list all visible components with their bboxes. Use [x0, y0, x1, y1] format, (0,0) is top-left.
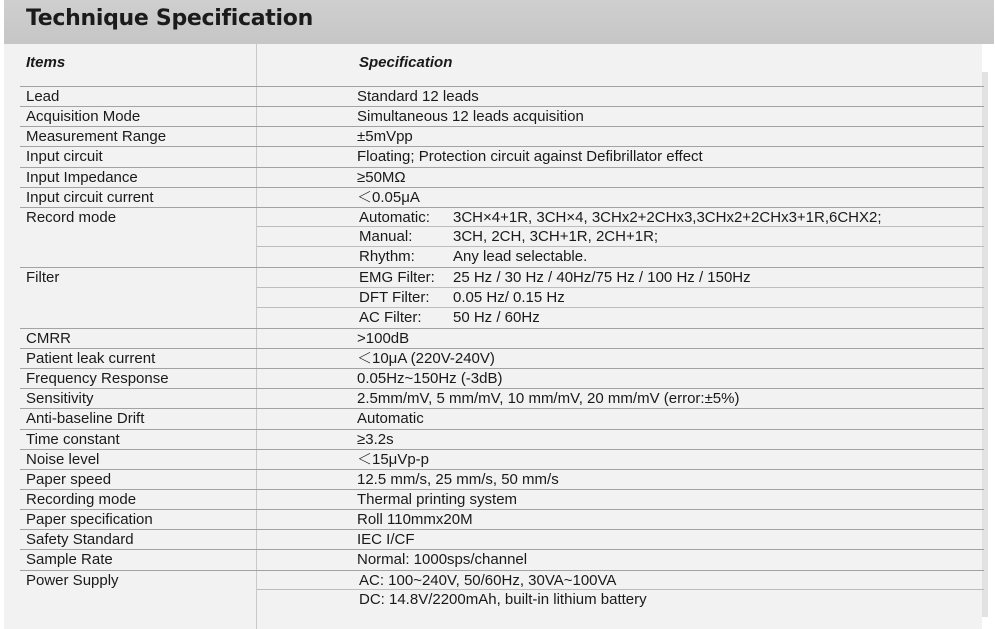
- row-label: Time constant: [26, 430, 120, 448]
- table-row: [20, 449, 984, 469]
- spec-value: Any lead selectable.: [453, 248, 588, 266]
- subrow-divider: [257, 246, 984, 247]
- table-row: [20, 167, 984, 187]
- spec-value: 3CH, 2CH, 3CH+1R, 2CH+1R;: [453, 228, 659, 246]
- table-row: [20, 368, 984, 388]
- header-specification: Specification: [359, 54, 453, 71]
- row-label: Frequency Response: [26, 370, 169, 388]
- table-subrow: [20, 308, 984, 328]
- spec-value: >100dB: [357, 329, 410, 347]
- row-label: Acquisition Mode: [26, 108, 141, 126]
- spec-sublabel: Rhythm:: [359, 248, 415, 266]
- spec-value: 0.05Hz~150Hz (-3dB): [357, 370, 503, 388]
- header-items: Items: [26, 54, 66, 71]
- table-row: [20, 429, 984, 449]
- spec-value: 25 Hz / 30 Hz / 40Hz/75 Hz / 100 Hz / 150Hz: [453, 269, 751, 287]
- spec-value: Automatic: [357, 410, 424, 428]
- table-subrow: [20, 288, 984, 308]
- table-row: [20, 489, 984, 509]
- row-label: Power Supply: [26, 571, 119, 589]
- row-label: Sensitivity: [26, 390, 94, 408]
- spec-value: ≥50MΩ: [357, 168, 406, 186]
- spec-sublabel: Manual:: [359, 228, 413, 246]
- spec-value: ＜15μVp-p: [357, 450, 430, 468]
- subrow-divider: [257, 226, 984, 227]
- spec-sublabel: Automatic:: [359, 208, 430, 226]
- page-title: Technique Specification: [26, 6, 313, 31]
- table-row: [20, 328, 984, 348]
- subrow-divider: [257, 307, 984, 308]
- spec-value: ＜10μA (220V-240V): [357, 349, 495, 367]
- spec-value: IEC I/CF: [357, 531, 415, 549]
- row-label: Recording mode: [26, 491, 137, 508]
- row-label: Safety Standard: [26, 531, 134, 549]
- table-row: [20, 570, 984, 590]
- spec-value: 0.05 Hz/ 0.15 Hz: [453, 288, 565, 306]
- spec-value: 3CH×4+1R, 3CH×4, 3CHx2+2CHx3,3CHx2+2CHx3+1R,6CHX2;: [453, 208, 882, 226]
- spec-value: Normal: 1000sps/channel: [357, 551, 528, 569]
- table-row: [20, 388, 984, 408]
- table-row: [20, 549, 984, 569]
- row-label: CMRR: [26, 329, 71, 347]
- spec-value: Roll 110mmx20M: [357, 511, 473, 529]
- spec-value: 2.5mm/mV, 5 mm/mV, 10 mm/mV, 20 mm/mV (error:±5%): [357, 390, 740, 408]
- spec-value: ±5mVpp: [357, 128, 413, 146]
- spec-value: 50 Hz / 60Hz: [453, 308, 540, 326]
- table-row: [20, 267, 984, 287]
- row-label: Patient leak current: [26, 349, 156, 367]
- row-label: Measurement Range: [26, 128, 167, 146]
- table-subrow: [20, 247, 984, 267]
- spec-value: Standard 12 leads: [357, 88, 479, 105]
- spec-sublabel: AC Filter:: [359, 308, 422, 326]
- table-row: [20, 106, 984, 126]
- title-bar: [4, 0, 994, 44]
- row-label: Noise level: [26, 450, 100, 468]
- subrow-divider: [257, 589, 984, 590]
- row-label: Paper speed: [26, 470, 112, 488]
- spec-value: AC: 100~240V, 50/60Hz, 30VA~100VA: [359, 571, 617, 589]
- table-row: [20, 529, 984, 549]
- table-row: [20, 126, 984, 146]
- table-row: [20, 408, 984, 428]
- row-label: Lead: [26, 88, 60, 105]
- row-label: Input circuit: [26, 148, 103, 166]
- row-label: Sample Rate: [26, 551, 113, 569]
- table-row: [20, 348, 984, 368]
- table-row: [20, 86, 984, 106]
- subrow-divider: [257, 287, 984, 288]
- spec-sublabel: DFT Filter:: [359, 288, 430, 306]
- row-label: Paper specification: [26, 511, 153, 529]
- spec-value: Thermal printing system: [357, 491, 518, 508]
- table-subrow: [20, 227, 984, 247]
- table-row: [20, 146, 984, 166]
- row-label: Input circuit current: [26, 188, 154, 206]
- row-label: Filter: [26, 269, 60, 287]
- table-row: [20, 469, 984, 489]
- row-label: Record mode: [26, 208, 117, 226]
- row-label: Anti-baseline Drift: [26, 410, 145, 428]
- spec-value: ＜0.05μA: [357, 188, 420, 206]
- spec-value: 12.5 mm/s, 25 mm/s, 50 mm/s: [357, 470, 559, 488]
- table-row: [20, 509, 984, 529]
- spec-value: Simultaneous 12 leads acquisition: [357, 108, 584, 126]
- spec-value: DC: 14.8V/2200mAh, built-in lithium battery: [359, 590, 647, 608]
- spec-value: ≥3.2s: [357, 430, 394, 448]
- row-label: Input Impedance: [26, 168, 138, 186]
- table-subrow: [20, 590, 984, 610]
- table-row: [20, 207, 984, 227]
- spec-value: Floating; Protection circuit against Defibrillator effect: [357, 148, 703, 166]
- table-row: [20, 187, 984, 207]
- spec-sublabel: EMG Filter:: [359, 269, 435, 287]
